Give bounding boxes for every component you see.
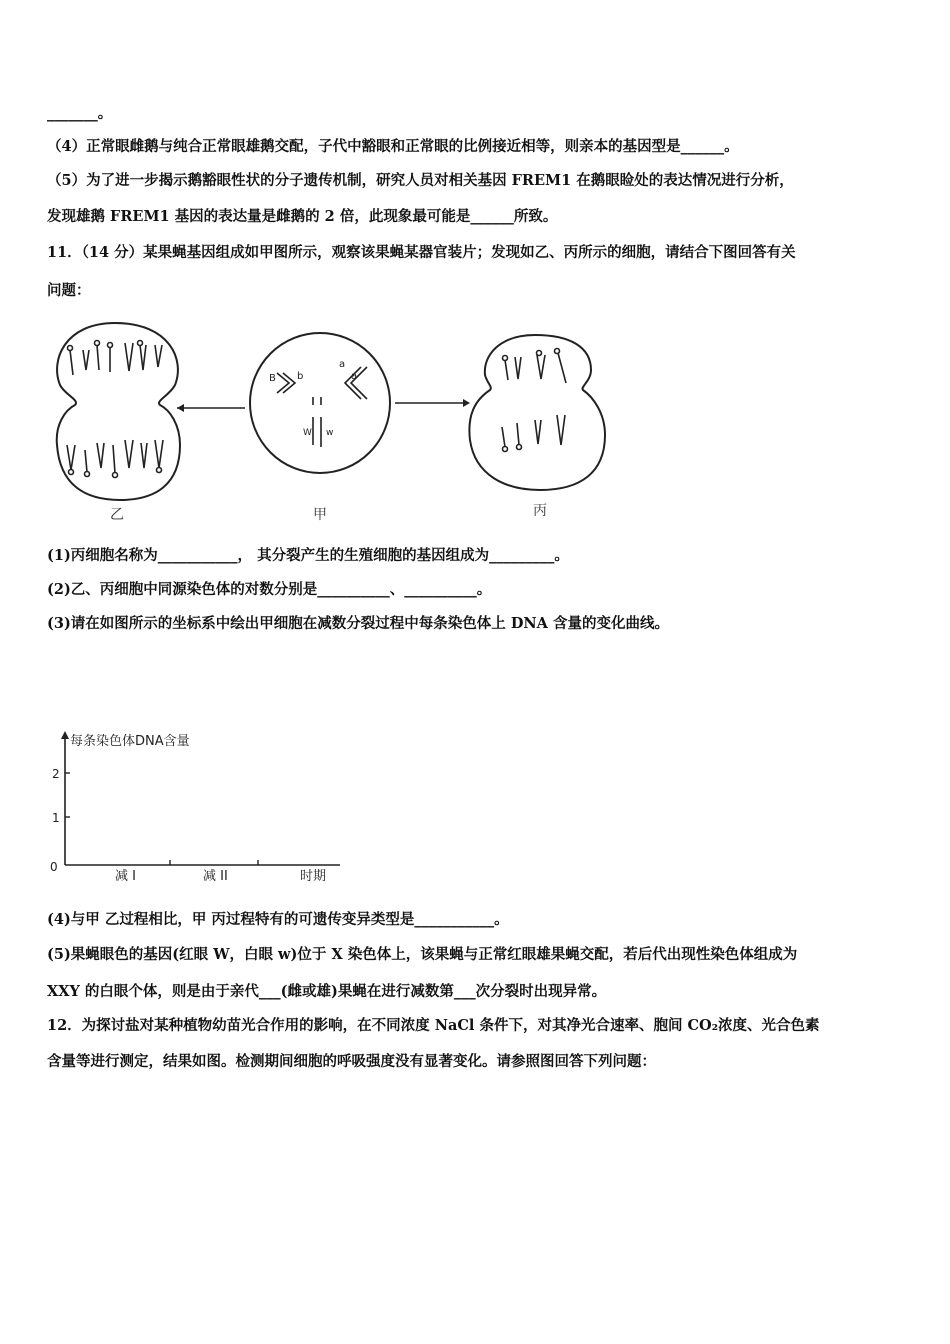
cell-yi-chromosomes [67,341,163,478]
gene-a-bottom: a [351,371,358,382]
origin-label: 0 [50,860,58,874]
q10-item5-line1: （5）为了进一步揭示鹅豁眼性状的分子遗传机制，研究人员对相关基因 FREM1 在鹅眼睑处的表达情况进行分析， [47,172,794,189]
cell-bing-chromosomes [502,349,566,452]
q11-stem-line2: 问题： [47,282,91,299]
q11-sub2: (2)乙、丙细胞中同源染色体的对数分别是__________、__________。 [47,581,492,598]
gene-a-top: a [339,359,346,370]
q12-stem-line2: 含量等进行测定，结果如图。检测期间细胞的呼吸强度没有显著变化。请参照图回答下列问题： [47,1053,656,1070]
cell-jia-outline [250,333,390,473]
y-tick-1: 1 [52,811,60,825]
q11-sub5-line2: XXY 的白眼个体，则是由于亲代___(雌或雄)果蝇在进行减数第___次分裂时出现异常。 [47,983,607,1000]
label-jia: 甲 [313,507,327,523]
gene-w: w [326,428,334,438]
x-tick-meiosis-1: 减 I [115,869,136,884]
label-bing: 丙 [533,503,547,519]
x-axis-label: 时期 [300,869,327,884]
q11-sub1: (1)丙细胞名称为___________， 其分裂产生的生殖细胞的基因组成为_________。 [47,547,569,564]
x-tick-meiosis-2: 减 II [203,869,228,884]
cell-division-figure [45,315,615,525]
q12-stem-line1: 12．为探讨盐对某种植物幼苗光合作用的影响，在不同浓度 NaCl 条件下，对其净光合速率、胞间 CO₂浓度、光合色素 [47,1017,820,1034]
q11-stem-line1: 11．（14 分）某果蝇基因组成如甲图所示，观察该果蝇某器官装片；发现如乙、丙所示的细胞，请结合下图回答有关 [47,244,796,261]
gene-W: W [303,428,312,438]
label-yi: 乙 [110,507,124,523]
q11-sub5-line1: (5)果蝇眼色的基因(红眼 W，白眼 w)位于 X 染色体上，该果蝇与正常红眼雄果蝇交配，若后代出现性染色体组成为 [47,946,798,963]
q10-blank-line: _______。 [47,105,113,122]
q10-item5-line2: 发现雄鹅 FREM1 基因的表达量是雌鹅的 2 倍，此现象最可能是______所致。 [47,208,558,225]
dna-content-axes [40,725,350,890]
y-axis-label: 每条染色体DNA含量 [70,734,190,749]
q11-sub4: (4)与甲 乙过程相比，甲 丙过程特有的可遗传变异类型是___________。 [47,911,509,928]
gene-B: B [269,373,276,384]
gene-b: b [297,371,304,382]
y-tick-2: 2 [52,767,60,781]
q10-item4: （4）正常眼雌鹅与纯合正常眼雄鹅交配，子代中豁眼和正常眼的比例接近相等，则亲本的基因型是______。 [47,138,739,155]
q11-sub3: (3)请在如图所示的坐标系中绘出甲细胞在减数分裂过程中每条染色体上 DNA 含量的变化曲线。 [47,615,669,632]
